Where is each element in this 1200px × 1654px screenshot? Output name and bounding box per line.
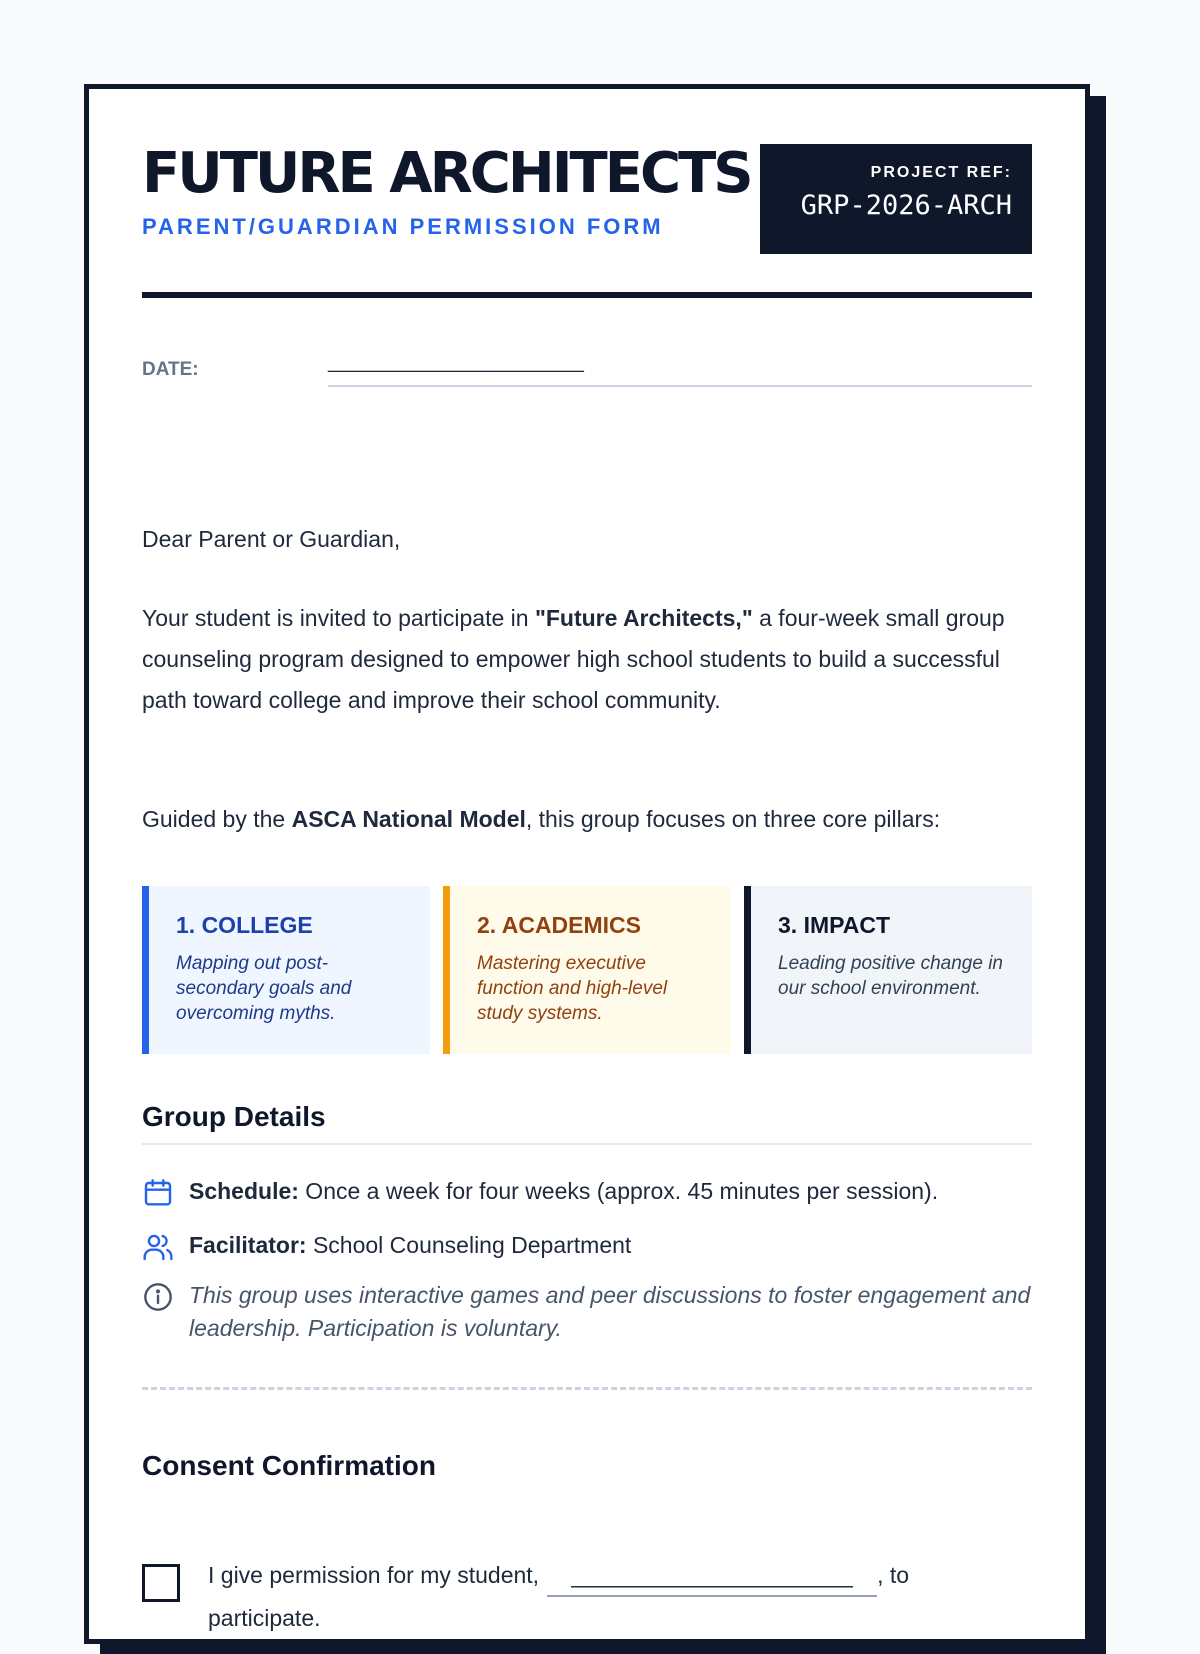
pillar-impact [744, 886, 1032, 1054]
greeting: Dear Parent or Guardian, [142, 526, 401, 552]
consent-heading: Consent Confirmation [142, 1450, 436, 1481]
guided-text-after: , this group focuses on three core pillars: [525, 806, 941, 832]
pillar-description: Mapping out post-secondary goals and overcoming myths. [176, 953, 352, 1024]
facilitator-label: Facilitator: [189, 1232, 307, 1258]
intro-paragraph [142, 598, 1032, 721]
pillar-title: 2. ACADEMICS [477, 912, 641, 938]
facilitator-text: School Counseling Department [306, 1232, 632, 1258]
project-ref-label: PROJECT REF: [870, 164, 1012, 181]
users-icon [142, 1231, 174, 1263]
date-field[interactable] [328, 351, 1032, 387]
guided-text-before: Guided by the [142, 806, 292, 832]
consent-checkbox[interactable] [142, 1564, 180, 1602]
form-subtitle: PARENT/GUARDIAN PERMISSION FORM [142, 214, 664, 239]
asca-model: ASCA National Model [291, 806, 526, 832]
intro-text-after: a four-week small group counseling program designed to empower high school students to build a successful path toward college and improve their school community. [142, 605, 1005, 713]
form-title: FUTURE ARCHITECTS [142, 141, 751, 206]
voluntary-note: This group uses interactive games and peer discussions to foster engagement and leadership. Participation is voluntary. [189, 1282, 1031, 1341]
consent-statement [208, 1554, 972, 1640]
project-ref-value: GRP-2026-ARCH [800, 190, 1012, 221]
guided-paragraph [142, 799, 1032, 840]
group-details-heading: Group Details [142, 1101, 1032, 1145]
form-header [142, 141, 1032, 254]
pillar-description: Leading positive change in our school environment. [778, 953, 1004, 999]
calendar-icon [142, 1177, 174, 1209]
date-label: DATE: [142, 359, 199, 380]
consent-text-before: I give permission for my student, [208, 1562, 540, 1588]
pillar-academics [443, 886, 731, 1054]
section-divider [142, 1387, 1032, 1390]
date-blank: _______________________ [328, 351, 584, 373]
intro-text-before: Your student is invited to participate in [142, 605, 535, 631]
pillars-row [142, 886, 1032, 1054]
schedule-text: Once a week for four weeks (approx. 45 minutes per session). [298, 1178, 939, 1204]
program-name: "Future Architects," [534, 605, 753, 631]
info-icon [142, 1281, 174, 1313]
date-row [142, 351, 1032, 391]
consent-row [142, 1554, 1032, 1654]
pillar-title: 1. COLLEGE [176, 912, 313, 938]
schedule-label: Schedule: [189, 1178, 299, 1204]
consent-text-after: , to participate. [208, 1562, 910, 1631]
pillar-description: Mastering executive function and high-level study systems. [477, 953, 668, 1024]
project-ref-box [760, 144, 1032, 254]
pillar-college [142, 886, 430, 1054]
permission-form-sheet [84, 84, 1090, 1644]
header-divider [142, 292, 1032, 298]
student-name-field[interactable]: ______________________ [547, 1555, 877, 1597]
pillar-title: 3. IMPACT [778, 912, 891, 938]
